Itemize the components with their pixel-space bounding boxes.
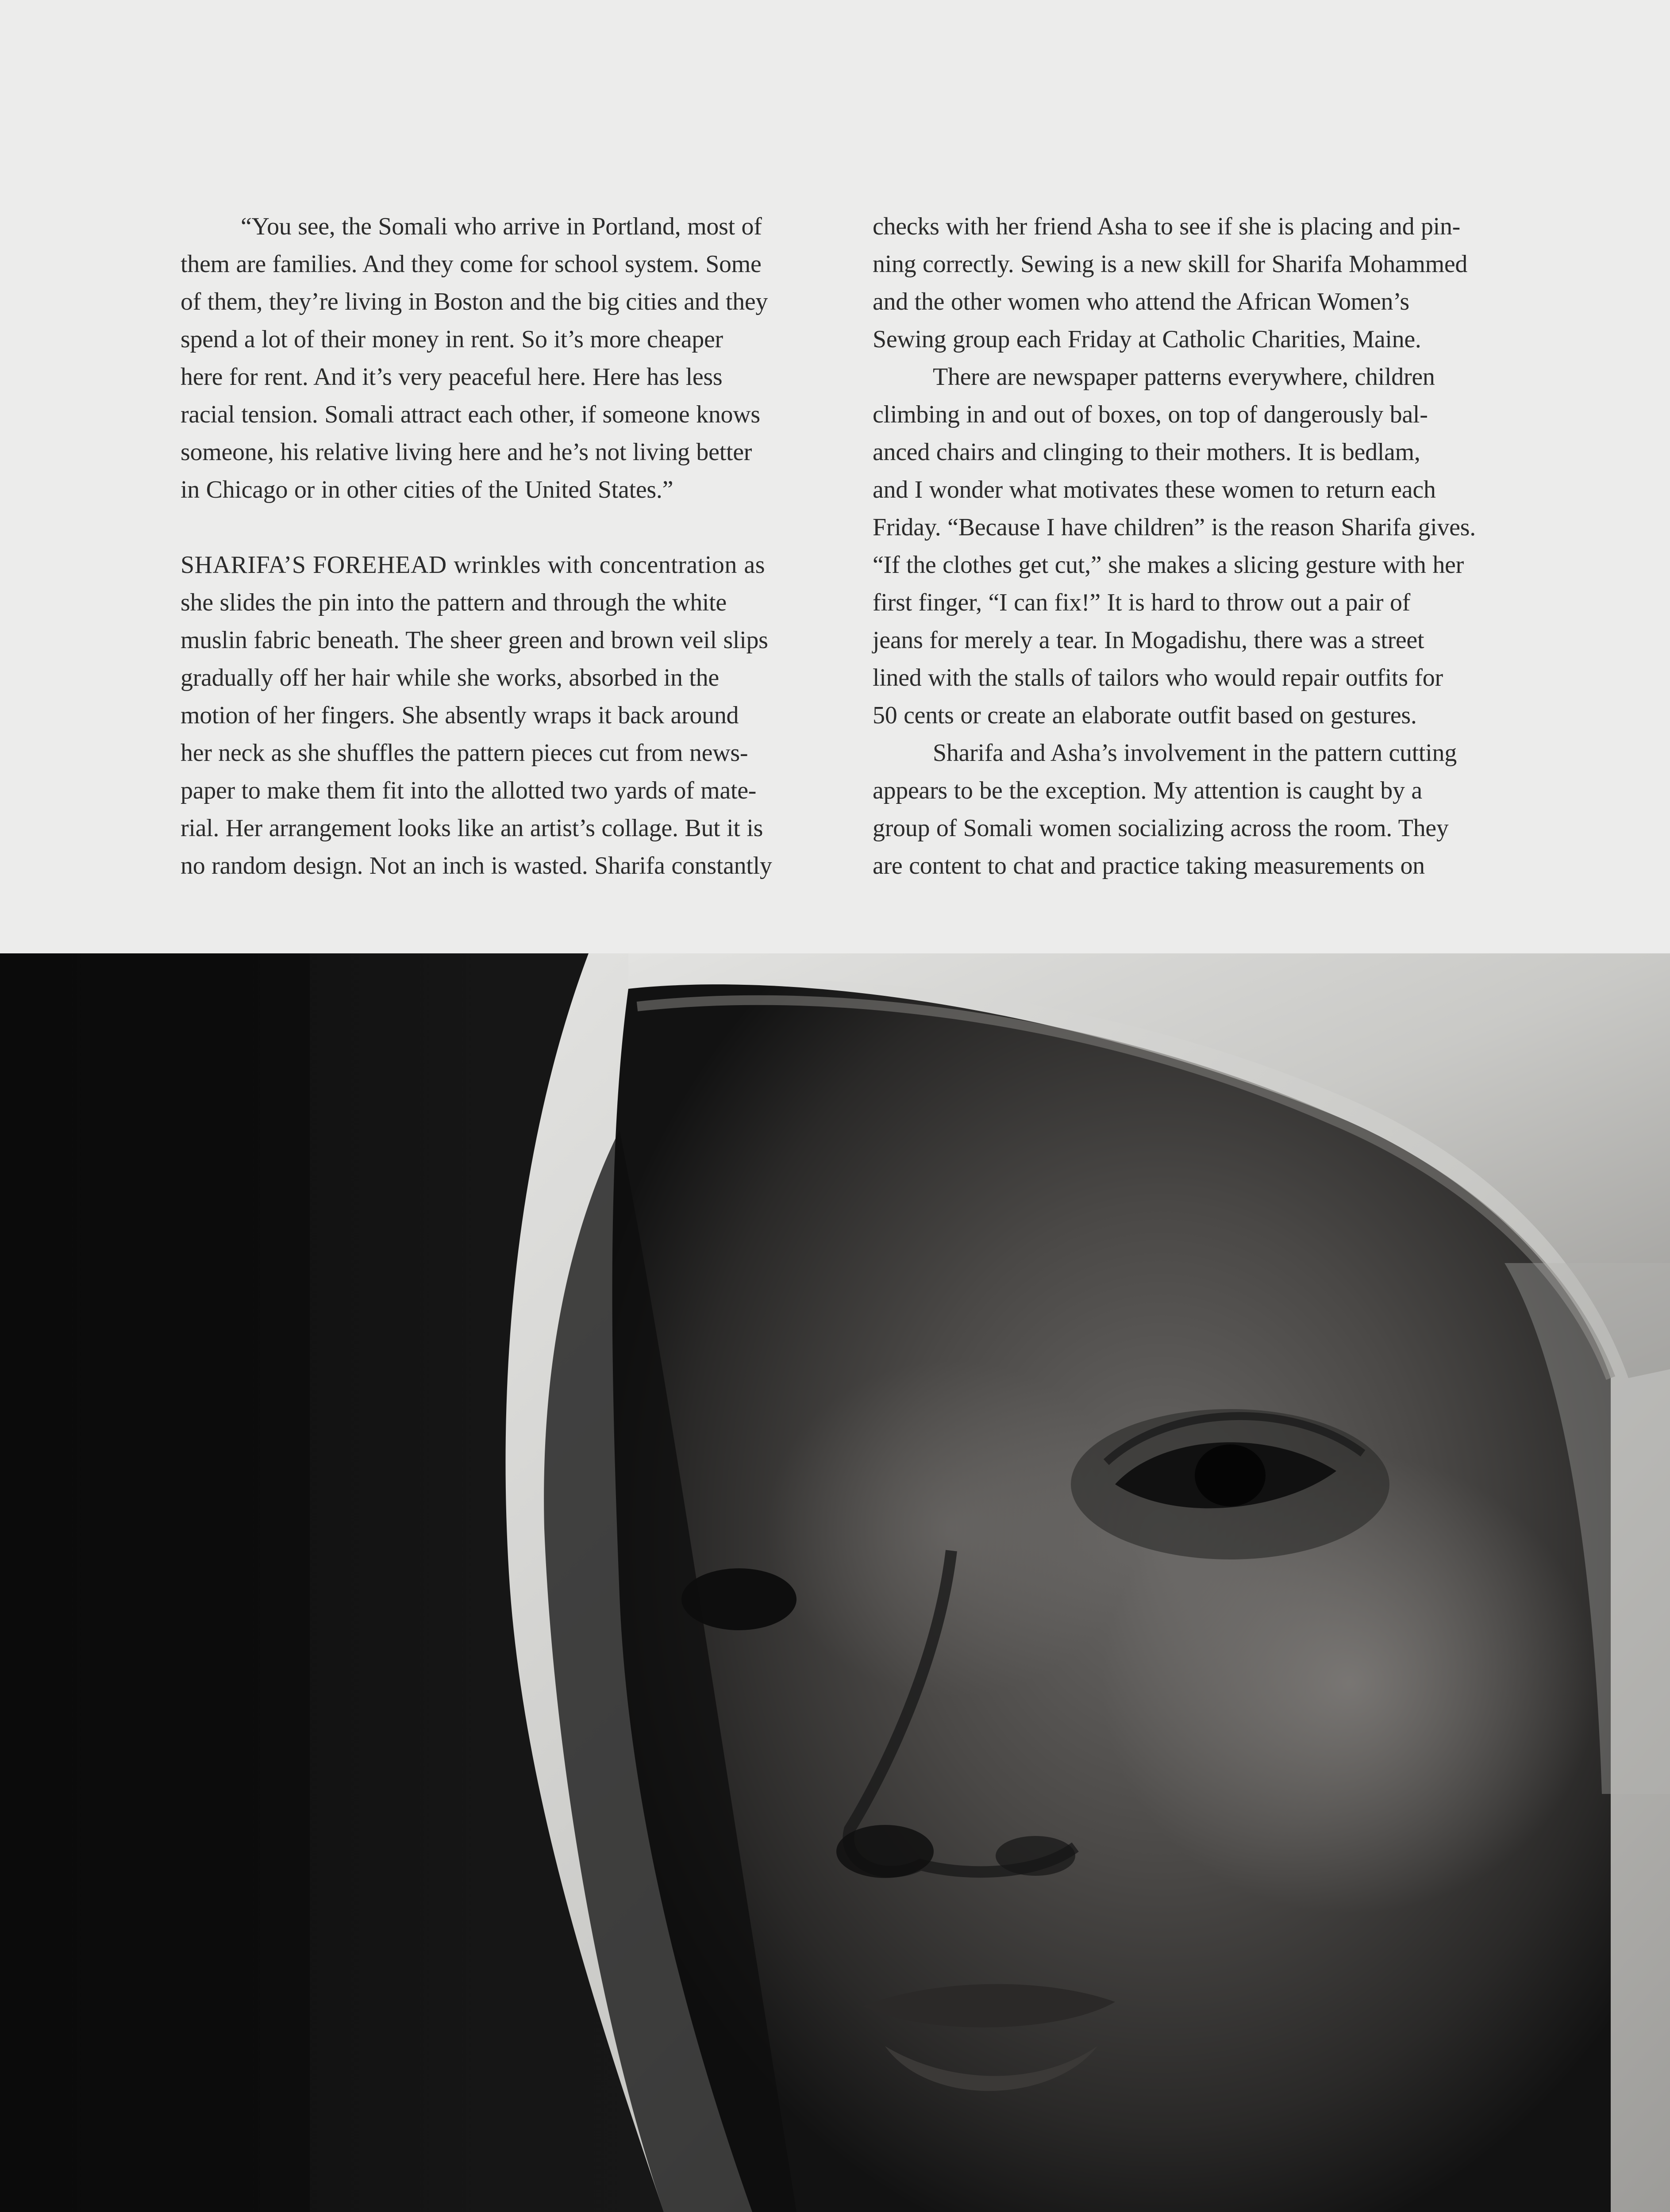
text-line: motion of her fingers. She absently wraps it back around [181, 702, 739, 729]
text-line: her neck as she shuffles the pattern pieces cut from news- [181, 739, 748, 767]
text-line: paper to make them fit into the allotted two yards of mate- [181, 777, 757, 804]
text-line: first finger, “I can fix!” It is hard to throw out a pair of [873, 589, 1410, 616]
text-line: anced chairs and clinging to their mothers. It is bedlam, [873, 438, 1420, 466]
article-column-left [181, 208, 791, 885]
text-line: gradually off her hair while she works, absorbed in the [181, 664, 719, 691]
text-line: climbing in and out of boxes, on top of dangerously bal- [873, 401, 1428, 428]
text-line: muslin fabric beneath. The sheer green and brown veil slips [181, 626, 768, 654]
text-line: rial. Her arrangement looks like an artist’s collage. But it is [181, 814, 763, 842]
text-line: group of Somali women socializing across the room. They [873, 814, 1449, 842]
text-line: someone, his relative living here and he’s not living better [181, 438, 752, 466]
text-line: 50 cents or create an elaborate outfit based on gestures. [873, 702, 1417, 729]
text-line: here for rent. And it’s very peaceful here. Here has less [181, 363, 723, 391]
text-line: spend a lot of their money in rent. So it’s more cheaper [181, 326, 723, 353]
text-line: in Chicago or in other cities of the United States.” [181, 476, 673, 503]
text-line: she slides the pin into the pattern and through the white [181, 589, 727, 616]
text-line: them are families. And they come for school system. Some [181, 250, 762, 278]
text-line: and I wonder what motivates these women to return each [873, 476, 1436, 503]
portrait-photograph [0, 953, 1670, 2212]
text-line: Sewing group each Friday at Catholic Charities, Maine. [873, 326, 1421, 353]
photograph-icon [0, 953, 1670, 2212]
text-line: There are newspaper patterns everywhere, children [933, 363, 1435, 391]
text-line: no random design. Not an inch is wasted. Sharifa constantly [181, 852, 772, 879]
text-line: appears to be the exception. My attention is caught by a [873, 777, 1422, 804]
text-line: and the other women who attend the African Women’s [873, 288, 1409, 315]
paragraph-gap [181, 509, 791, 546]
text-line: lined with the stalls of tailors who would repair outfits for [873, 664, 1443, 691]
text-line: ning correctly. Sewing is a new skill for Sharifa Mohammed [873, 250, 1468, 278]
text-line: Sharifa and Asha’s involvement in the pattern cutting [933, 739, 1457, 767]
text-line: racial tension. Somali attract each other, if someone knows [181, 401, 760, 428]
text-line: Friday. “Because I have children” is the reason Sharifa gives. [873, 514, 1476, 541]
text-line: “If the clothes get cut,” she makes a slicing gesture with her [873, 551, 1464, 579]
section-lead-line: SHARIFA’S FOREHEAD wrinkles with concentration as [181, 551, 766, 579]
text-line: jeans for merely a tear. In Mogadishu, there was a street [873, 626, 1424, 654]
text-line: are content to chat and practice taking measurements on [873, 852, 1425, 879]
article-column-right [873, 208, 1483, 885]
text-line: of them, they’re living in Boston and the big cities and they [181, 288, 768, 315]
text-line: checks with her friend Asha to see if she is placing and pin- [873, 213, 1460, 240]
text-line: “You see, the Somali who arrive in Portland, most of [241, 213, 762, 240]
